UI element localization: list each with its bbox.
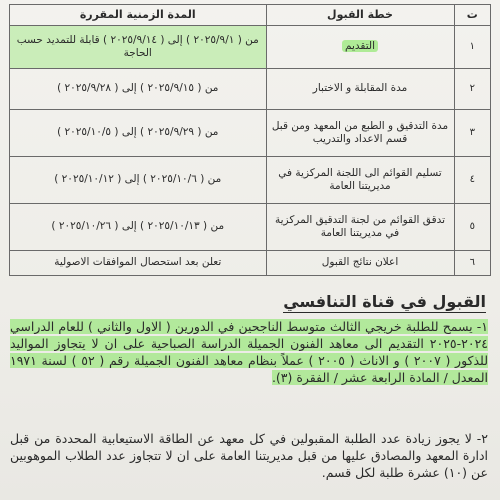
row-duration: تعلن بعد استحصال الموافقات الاصولية	[10, 251, 267, 276]
row-duration: من ( ٢٠٢٥/١٠/٦ ) إلى ( ٢٠٢٥/١٠/١٢ )	[10, 157, 267, 204]
table-row	[10, 69, 491, 110]
paragraph-1	[10, 318, 488, 386]
table-header-row	[10, 5, 491, 26]
row-number: ٦	[454, 251, 490, 276]
table-row	[10, 204, 491, 251]
row-plan: اعلان نتائج القبول	[266, 251, 454, 276]
table-row	[10, 26, 491, 69]
row-duration: من ( ٢٠٢٥/١٠/١٣ ) إلى ( ٢٠٢٥/١٠/٢٦ )	[10, 204, 267, 251]
table-row	[10, 251, 491, 276]
row-plan: تسليم القوائم الى اللجنة المركزية في مديريتنا العامة	[266, 157, 454, 204]
table-row	[10, 110, 491, 157]
header-plan: خطة القبول	[266, 5, 454, 26]
row-number: ٤	[454, 157, 490, 204]
section-heading: القبول في قناة التنافسي	[283, 292, 486, 311]
highlighted-text: التقديم	[342, 40, 378, 52]
row-plan: تدقق القوائم من لجنة التدقيق المركزية في مديريتنا العامة	[266, 204, 454, 251]
highlighted-paragraph-text: ١- يسمح للطلبة خريجي الثالث متوسط الناجحين في الدورين ( الاول والثاني ) للعام الدراسي ٢٠٢٤-٢٠٢٥ التقديم الى معاهد الفنون الجميلة الدراسة الصباحية على ان لا يتجاوز المواليد للذكور ( ٢٠٠٧ ) و الاناث ( ٢٠٠٥ ) عملاً بنظام معاهد الفنون الجميلة رقم ( ٥٢ ) لسنة ١٩٧١ المعدل / المادة الرابعة عشر / الفقرة (٣).	[10, 319, 489, 385]
header-no: ت	[454, 5, 490, 26]
admission-plan-table	[9, 4, 491, 276]
row-number: ٢	[454, 69, 490, 110]
table-row	[10, 157, 491, 204]
row-number: ١	[454, 26, 490, 69]
row-duration: من ( ٢٠٢٥/٩/٢٩ ) إلى ( ٢٠٢٥/١٠/٥ )	[10, 110, 267, 157]
row-number: ٣	[454, 110, 490, 157]
header-duration: المدة الزمنية المقررة	[10, 5, 267, 26]
row-duration: من ( ٢٠٢٥/٩/١ ) إلى ( ٢٠٢٥/٩/١٤ ) قابلة للتمديد حسب الحاجة	[10, 26, 267, 69]
paragraph-2: ٢- لا يجوز زيادة عدد الطلبة المقبولين في كل معهد عن الطاقة الاستيعابية المحددة من قبل ادارة المعهد والمصادق عليها من قبل مديريتنا العامة على ان لا تتجاوز عدد الطلاب الموهوبين عن (١٠) عشرة طلبة لكل قسم.	[10, 431, 488, 480]
row-duration: من ( ٢٠٢٥/٩/١٥ ) إلى ( ٢٠٢٥/٩/٢٨ )	[10, 69, 267, 110]
row-plan: مدة التدقيق و الطبع من المعهد ومن قبل قسم الاعداد والتدريب	[266, 110, 454, 157]
row-plan: مدة المقابلة و الاختبار	[266, 69, 454, 110]
row-plan	[266, 26, 454, 69]
row-number: ٥	[454, 204, 490, 251]
